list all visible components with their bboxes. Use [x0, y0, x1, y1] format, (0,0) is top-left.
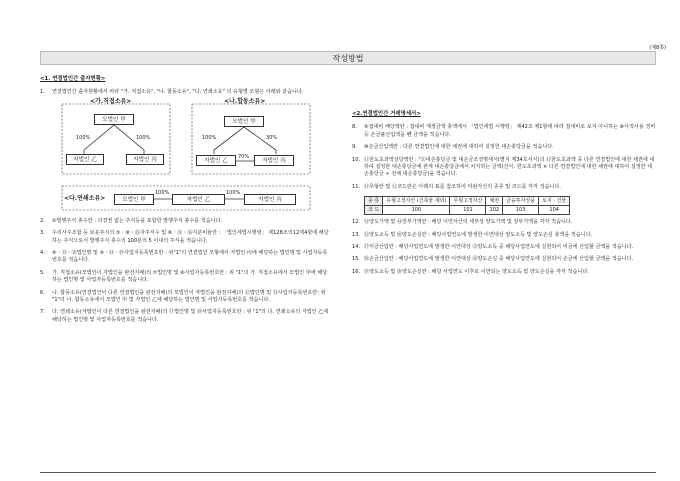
parent-box: 모법인 甲 [114, 194, 154, 205]
pct-label: 100% [76, 134, 91, 141]
list-item: 2. ⑤발행주식 총수란 : 의결권 없는 주식등을 포함한 발행주식 총수를 적습니다. [40, 217, 223, 224]
list-item: 9. ⑩손금산입액란 : 다른 연결법인에 대한 채권에 대하여 설정한 대손충당금을 적습니다. [352, 144, 554, 151]
section-title-2: <2.연결법인간 거래명세서> [352, 111, 421, 117]
subsidiary-box: 자법인 丙 [244, 194, 296, 205]
page-title: 작성방법 [40, 51, 656, 65]
direct-ownership-title: <가.직접소유> [90, 97, 132, 105]
list-item: 6. 나. 합동소유(연결법인이 다른 연결법인을 완전지배)의 모법인이 자법인을 완전지배)의 ⑫법인명 및 ⑬사업자등록번호란: 위 "1"의 나. 합동소유에서 모법인 甲 및 자법인 乙에 해당하는 법인명 및 사업자등록번호를 적습니다. [40, 289, 326, 304]
list-item: 8. ⑨접대비 해당액란 : 접대비 계정금액 총액에서 「법인세법 시행령」 제42조 제1항에 따라 접대비로 보지 아니하는 ⑩사적사용 경비등 손금불산입액을 뺀 금액을 적습니다. [352, 124, 656, 138]
joint-ownership-title: <나.합동소유> [224, 97, 266, 105]
chain-ownership-title: <다.연쇄소유> [64, 194, 106, 202]
table-cell: 104 [539, 206, 570, 215]
parent-box: 모법인 甲 [224, 116, 264, 127]
pct-label: 30% [266, 134, 278, 141]
list-item: 10. ⑪한도초과액상당액란 : "⑪대손충당금 및 대손금조정명세서(별지 제34호서식)의 ⑪한도초과액 중 다른 연결법인에 대한 채권에 대하여 설정한 대손충당금에 관계 대손충당금에서 차지하는 금액(산식: 한도초과액 × 다른 연결법인에 대한 채권에 대하여 설정한 대손충당금 ÷ 전체 대손충당금)을 적습니다. [352, 156, 655, 178]
table-cell: 채권 [486, 197, 503, 206]
section-title-1: <1. 연결법인간 출자현황> [40, 76, 106, 82]
table-cell: 103 [503, 206, 539, 215]
list-item: 16. ⑲양도소득 및 ⑳양도손실란 : 해당 사업연도 이후로 이연되는 양도소득 및 양도손실을 각각 적습니다. [352, 268, 589, 275]
table-cell: 무형고정자산 [450, 197, 486, 206]
pct-label: 100% [226, 189, 241, 196]
subsidiary-box: 자법인 丙 [126, 154, 164, 165]
table-row [365, 206, 570, 215]
table-cell: 토지ㆍ건물 [539, 197, 570, 206]
list-item: 4. ⑧ㆍ⑬ㆍ⑱법인명 및 ⑨ㆍ⑭ㆍ⑲사업자등록번호란 : 위"1"의 연결법인 모형에서 자법인 丙에 해당하는 법인명 및 사업자등록번호를 적습니다. [40, 250, 328, 264]
list-item: 14. ⑰익금산입란 : 해당사업연도에 발생한 이연대상 ⑮양도소득 중 해당사업연도에 실현되어 익금에 산입할 금액을 적습니다. [352, 244, 634, 251]
list-item: 12. ⑬양도가액 및 ⑭장부가액란 : 해당 이연자산의 세부상 양도가액 및 장부가액을 각각 적습니다. [352, 219, 573, 226]
subsidiary-box: 자법인 乙 [66, 154, 104, 165]
list-item: 3. 우리사주조합 등 보유주식의 ⑤ㆍ⑩ㆍ⑮자주식수 및 ⑥ㆍ⑪ㆍ⑯지분비율란 : 「법인세법시행령」 제128조의12제4항에 해당하는 주식으로서 발행주식 총수의 100분의 5 이내의 주식을 적습니다. [40, 230, 329, 244]
pct-label: 100% [155, 189, 170, 196]
right-column [352, 111, 656, 281]
table-cell: 코 드 [365, 206, 383, 215]
list-item: 11. ⑪무형란 및 ⑫코드란은 아래의 표를 참조하여 미완자산의 종류 및 코드를 각각 적습니다. [352, 183, 561, 190]
page-number: (제8쪽) [649, 45, 666, 51]
asset-code-table [364, 196, 570, 215]
ownership-diagram [54, 97, 332, 214]
subsidiary-box: 자법인 乙 [172, 194, 225, 205]
table-cell: 101 [450, 206, 486, 215]
list-item: 7. 다. 연쇄소유(자법인이 다른 연결법인을 완전지배)의 ⑰법인명 및 ⑱사업자등록번호란 : 위 "1"의 다. 연쇄소유의 자법인 乙에 해당하는 법인명 및 사업자등록번호를 적습니다. [40, 309, 329, 323]
subsidiary-box: 자법인 丙 [254, 155, 294, 166]
parent-box: 모법인 甲 [94, 114, 134, 125]
pct-label: 70% [238, 153, 250, 160]
table-cell: 102 [486, 206, 503, 215]
table-cell: 유형고정자산 (건축물 제외) [383, 197, 450, 206]
list-item: 1. 연결법인간 출자현황에서 따라 "가. 직접소유", "나. 합동소유", "다. 연쇄소유" 의 유형별 모형은 아래와 같습니다. [40, 89, 304, 96]
list-item: 15. ⑱손금산입란 : 해당사업연도에 발생한 이연대상 ⑯양도손실 중 해당사업연도에 실현되어 손금에 산입할 금액을 적습니다. [352, 256, 634, 263]
table-cell: 금융투자상품 [503, 197, 539, 206]
list-item: 5. 가. 직접소유(모법인이 자법인을 완전지배)의 ⑦법인명 및 ⑧사업자등록번호란 : 위 "1"의 가. 직접소유에서 모법인 甲에 해당하는 법인명 및 사업자등록번호를 적습니다. [40, 269, 328, 284]
pct-label: 100% [136, 134, 151, 141]
table-row [365, 197, 570, 206]
pct-label: 100% [202, 134, 217, 141]
subsidiary-box: 자법인 乙 [196, 155, 236, 166]
table-cell: 100 [383, 206, 450, 215]
list-item: 13. ⑮양도소득 및 ⑯양도손실란 : 해당사업연도에 발생한 이연대상 양도소득 및 양도손실 총액을 적습니다. [352, 231, 593, 238]
table-cell: 종 류 [365, 197, 383, 206]
bottom-rule [40, 472, 656, 473]
left-column [40, 76, 332, 329]
